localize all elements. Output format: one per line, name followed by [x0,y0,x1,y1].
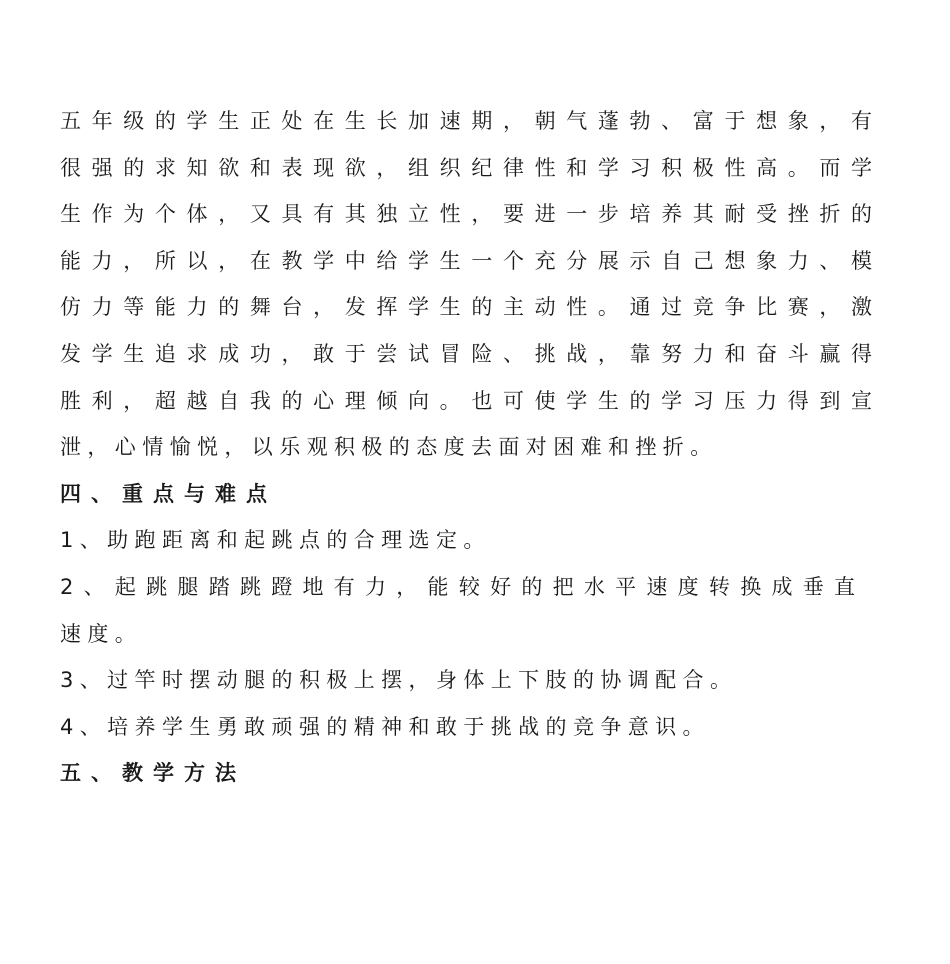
paragraph-line: 胜利，超越自我的心理倾向。也可使学生的学习压力得到宣 [60,388,872,413]
paragraph-line: 五年级的学生正处在生长加速期，朝气蓬勃、富于想象，有 [60,109,872,133]
paragraph-line: 很强的求知欲和表现欲，组织纪律性和学习积极性高。而学 [60,155,872,180]
section-four-heading: 四、重点与难点 [60,481,277,506]
paragraph-line: 能力，所以，在教学中给学生一个充分展示自己想象力、模 [60,248,872,273]
paragraph-line: 仿力等能力的舞台，发挥学生的主动性。通过竞争比赛，激 [60,295,872,320]
section-four-list [60,517,872,750]
section-five-heading: 五、教学方法 [60,761,246,786]
document-page [60,98,872,797]
paragraph-line: 泄，心情愉悦，以乐观积极的态度去面对困难和挫折。 [60,435,718,460]
list-item-continuation: 速度。 [60,621,143,646]
paragraph-line: 生作为个体，又具有其独立性，要进一步培养其耐受挫折的 [60,202,872,227]
list-item: 4、培养学生勇敢顽强的精神和敢于挑战的竞争意识。 [60,714,710,739]
paragraph-line: 发学生追求成功，敢于尝试冒险、挑战，靠努力和奋斗赢得 [60,341,872,366]
list-item: 2、起跳腿踏跳蹬地有力，能较好的把水平速度转换成垂直 [60,574,855,599]
list-item: 1、助跑距离和起跳点的合理选定。 [60,528,491,553]
intro-paragraph [60,98,872,471]
list-item: 3、过竿时摆动腿的积极上摆，身体上下肢的协调配合。 [60,668,738,693]
